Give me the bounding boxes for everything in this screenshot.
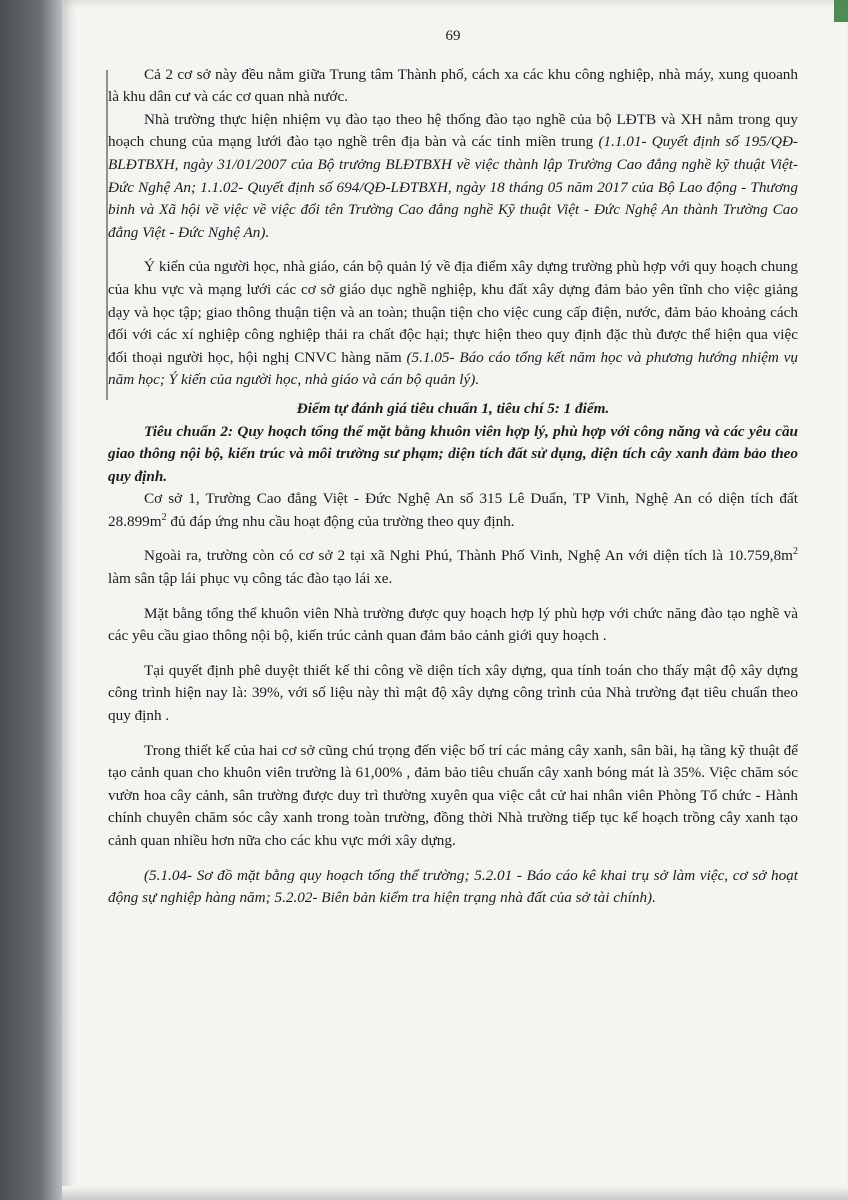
self-assessment-score: Điểm tự đánh giá tiêu chuẩn 1, tiêu chí 5: 1 điểm. xyxy=(296,399,610,417)
page-corner-mark xyxy=(834,0,848,22)
standard-2-heading: Tiêu chuẩn 2: Quy hoạch tổng thể mặt bằng khuôn viên hợp lý, phù hợp với công năng và các yêu cầu giao thông nội bộ, kiến trúc và môi trường sư phạm; diện tích đất sử dụng, diện tích cây xanh đảm bảo theo quy định. xyxy=(108,422,798,485)
campus-2-superscript: 2 xyxy=(793,546,798,558)
page-number: 69 xyxy=(445,28,461,44)
campus-2-text: Ngoài ra, trường còn có cơ sở 2 tại xã Nghi Phú, Thành Phố Vinh, Nghệ An với diện tích là 10.759,8m xyxy=(144,547,793,565)
campus-1-text: Cơ sở 1, Trường Cao đẳng Việt - Đức Nghệ An số 315 Lê Duẩn, TP Vinh, Nghệ An có diện tích đất 28.899m xyxy=(108,490,798,530)
paragraph-opinions-reference: (5.1.05- Báo cáo tổng kết năm học và phương hướng nhiệm vụ năm học; Ý kiến của người học, nhà giáo và cán bộ quản lý). xyxy=(108,348,798,389)
paragraph-opinions-text: Ý kiến của người học, nhà giáo, cán bộ quản lý về địa điểm xây dựng trường phù hợp với quy hoạch chung của khu vực và mạng lưới các cơ sở giáo dục nghề nghiệp, khu đất xây dựng đảm bảo yên tĩnh cho việc giảng dạy và học tập; giao thông thuận tiện và an toàn; thuận tiện cho việc cung cấp điện, nước, đảm bảo khoảng cách đối với các xí nghiệp công nghiệp thải ra chất độc hại; thực hiện theo quy định đặc thù được thể hiện qua việc đối thoại người học, hội nghị CNVC hàng năm xyxy=(108,258,798,366)
paragraph-opinions xyxy=(108,256,798,392)
paragraph-planning-reference: (1.1.01- Quyết định số 195/QĐ-BLĐTBXH, ngày 31/01/2007 của Bộ trưởng BLĐTBXH về việc thành lập Trường Cao đẳng nghề kỹ thuật Việt-Đức Nghệ An; 1.1.02- Quyết định số 694/QĐ-LĐTBXH, ngày 18 tháng 05 năm 2017 của Bộ Lao động - Thương binh và Xã hội về việc về việc đổi tên Trường Cao đẳng nghề Kỹ thuật Việt - Đức Nghệ An thành Trường Cao đẳng Việt - Đức Nghệ An). xyxy=(108,133,798,241)
paragraph-campus-2 xyxy=(108,545,798,590)
document-body xyxy=(108,25,798,910)
paragraph-evidence: (5.1.04- Sơ đồ mặt bằng quy hoạch tổng thể trường; 5.2.01 - Báo cáo kê khai trụ sở làm việc, cơ sở hoạt động sự nghiệp hàng năm; 5.2.02- Biên bản kiểm tra hiện trạng nhà đất của sở tài chính). xyxy=(108,866,798,907)
campus-1-text-end: đủ đáp ứng nhu cầu hoạt động của trường theo quy định. xyxy=(166,512,515,530)
paragraph-density: Tại quyết định phê duyệt thiết kế thi công về diện tích xây dựng, qua tính toán cho thấy mật độ xây dựng công trình hiện nay là: 39%, với số liệu này thì mật độ xây dựng công trình của Nhà trường đạt tiêu chuẩn theo quy định . xyxy=(108,661,798,725)
campus-1-superscript: 2 xyxy=(161,511,167,523)
paragraph-layout: Mặt bằng tổng thể khuôn viên Nhà trường được quy hoạch hợp lý phù hợp với chức năng đào tạo nghề và các yêu cầu giao thông nội bộ, kiến trúc cảnh quan đảm bảo cảnh giới quy hoạch . xyxy=(108,604,798,645)
paragraph-planning xyxy=(108,109,798,245)
paragraph-location: Cả 2 cơ sở này đều nằm giữa Trung tâm Thành phố, cách xa các khu công nghiệp, nhà máy, xung quoanh là khu dân cư và các cơ quan nhà nước. xyxy=(108,65,798,106)
paragraph-greenery: Trong thiết kế của hai cơ sở cũng chú trọng đến việc bố trí các mảng cây xanh, sân bãi, hạ tầng kỹ thuật để tạo cảnh quan cho khuôn viên trường là 61,00% , đảm bảo tiêu chuẩn cây xanh bóng mát là 35%. Việc chăm sóc vườn hoa cây cảnh, sân trường được duy trì thường xuyên qua việc cắt cử hai nhân viên Phòng Tổ chức - Hành chính chuyên chăm sóc cây xanh trong toàn trường, đồng thời Nhà trường tiếp tục kế hoạch trồng cây xanh tạo cảnh quan nhiều hơn nữa cho các khu vực mới xây dựng. xyxy=(108,741,798,849)
page-bottom-shadow xyxy=(62,1186,848,1200)
paragraph-planning-text: Nhà trường thực hiện nhiệm vụ đào tạo theo hệ thống đào tạo nghề của bộ LĐTB và XH nằm trong quy hoạch chung của mạng lưới đào tạo nghề trên địa bàn và các tỉnh miền trung xyxy=(108,110,798,151)
campus-2-text-end: làm sân tập lái phục vụ công tác đào tạo lái xe. xyxy=(108,570,393,588)
paragraph-campus-1 xyxy=(108,488,798,533)
